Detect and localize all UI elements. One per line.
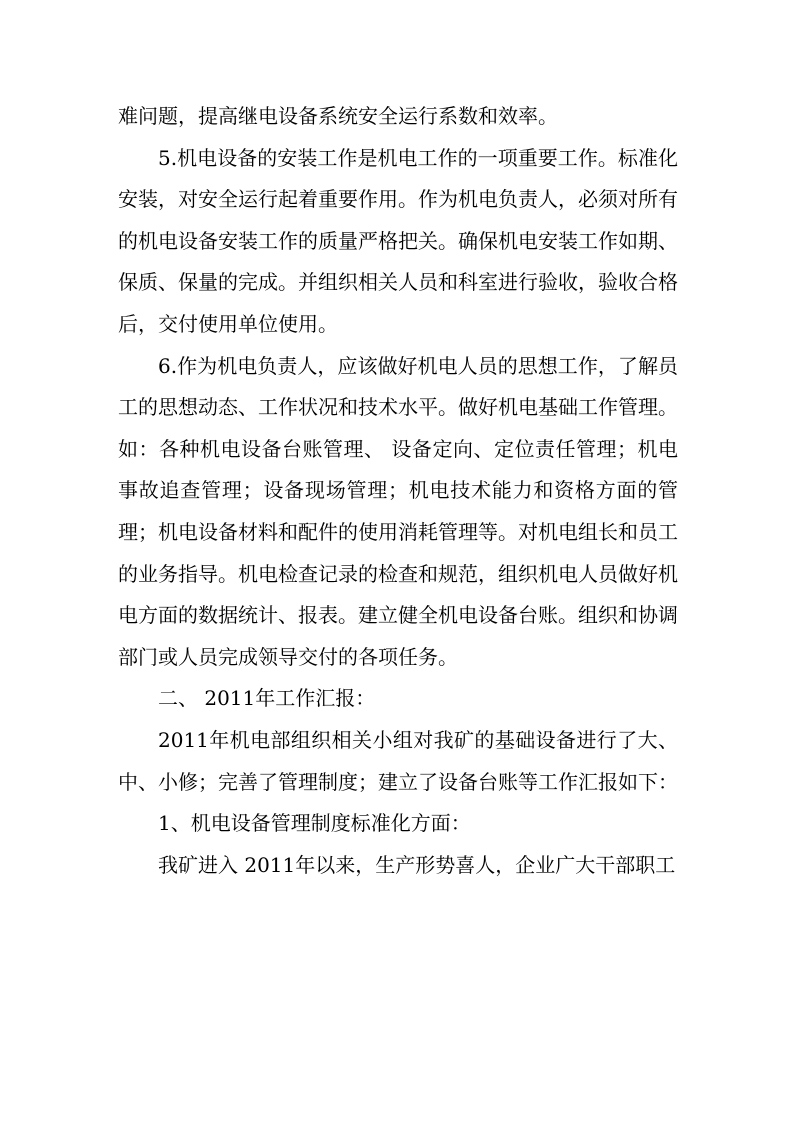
paragraph-item-6: 6.作为机电负责人，应该做好机电人员的思想工作，了解员工的思想动态、工作状况和技术水平。做好机电基础工作管理。如：各种机电设备台账管理、 设备定向、定位责任管理；机电事故追查管理；设备现场管理；机电技术能力和资格方面的管理；机电设备材料和配件的使用消耗管理等。对机电组长和员工的业务指导。机电检查记录的检查和规范，组织机电人员做好机电方面的数据统计、报表。建立健全机电设备台账。组织和协调部门或人员完成领导交付的各项任务。 [118, 353, 678, 669]
paragraph-continuation: 难问题，提高继电设备系统安全运行系数和效率。 [118, 104, 558, 128]
paragraph-item-5: 5.机电设备的安装工作是机电工作的一项重要工作。标准化安装，对安全运行起着重要作用。作为机电负责人，必须对所有的机电设备安装工作的质量严格把关。确保机电安装工作如期、保质、保量的完成。并组织相关人员和科室进行验收，验收合格后，交付使用单位使用。 [118, 145, 678, 336]
subheading-standardization: 1、机电设备管理制度标准化方面： [158, 811, 471, 836]
section-heading-2011-report: 二、 2011年工作汇报： [158, 686, 376, 711]
paragraph-report-intro: 2011年机电部组织相关小组对我矿的基础设备进行了大、中、小修；完善了管理制度；建立了设备台账等工作汇报如下： [118, 727, 678, 794]
document-body [118, 96, 678, 886]
paragraph-standardization: 我矿进入 2011年以来，生产形势喜人，企业广大干部职工 [158, 852, 676, 877]
